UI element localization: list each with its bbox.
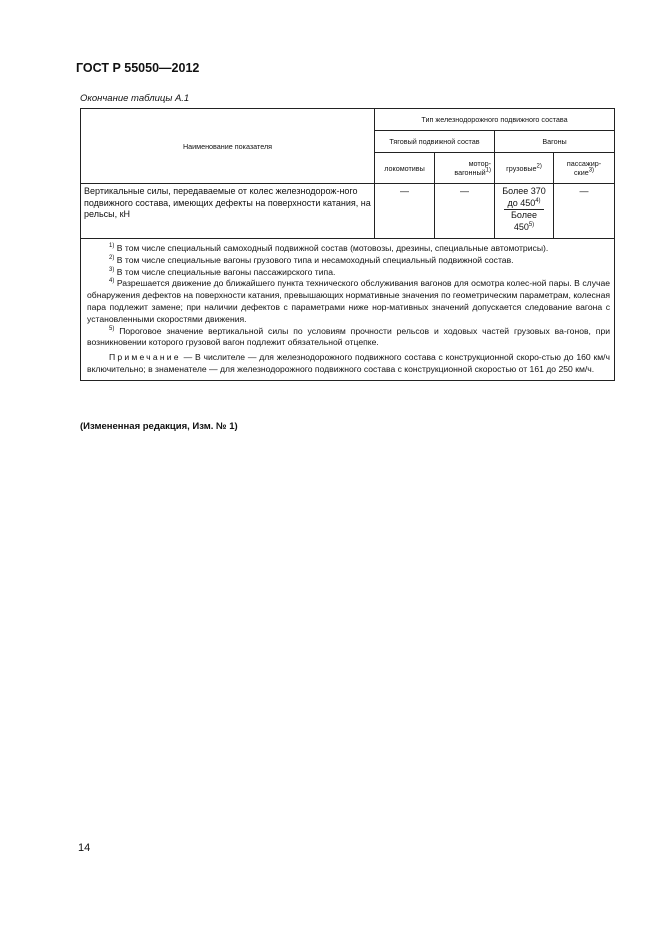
header-rolling-stock-type: Тип железнодорожного подвижного состава <box>375 109 615 131</box>
document-standard-header: ГОСТ Р 55050—2012 <box>76 61 200 75</box>
header-traction: Тяговый подвижной состав <box>375 131 495 153</box>
table-remark: Примечание — В числителе — для железнодорожного подвижного состава с конструкционной скоро-стью до 160 км/ч включительно; в знаменателе — для железнодорожного подвижного состава с конструкционной скоростью от 161 до 250 км/ч. <box>87 352 611 374</box>
data-table <box>80 108 615 381</box>
footnote: $^{1)}$ В том числе специальный самоходный подвижной состав (мотовозы, дрезины, специальные автомотрисы). <box>109 243 549 253</box>
edition-note: (Измененная редакция, Изм. № 1) <box>80 421 238 432</box>
footnote: $^{5)}$ Пороговое значение вертикальной силы по условиям прочности рельсов и ходовых частей грузовых ва-гонов, при возникновении которого грузовой вагон подлежит обязательной отцепке. <box>87 325 611 348</box>
footnote: $^{4)}$ Разрешается движение до ближайшего пункта технического обслуживания вагонов для осмотра колес-ной пары. В случае обнаружения дефектов на поверхности катания, превышающих нормативные значения по геометрическим параметрам, колесная пара подлежит замене; при наличии дефектов с параметрами ниже нор-мативных значений допускается следование вагона с установленными скоростями движения. <box>87 278 611 324</box>
footnote: $^{2)}$ В том числе специальные вагоны грузового типа и несамоходный специальный подвижной состав. <box>109 254 514 265</box>
value-locomotives: — <box>375 184 435 239</box>
header-passenger: пассажир- ские$^{3)}$ <box>554 153 615 184</box>
footnote: $^{3)}$ В том числе специальные вагоны пассажирского типа. <box>109 266 336 277</box>
table-container <box>80 108 614 381</box>
value-motor-wagons: — <box>435 184 495 239</box>
header-wagons: Вагоны <box>495 131 615 153</box>
header-indicator-name: Наименование показателя <box>81 109 375 184</box>
header-freight: грузовые$^{2)}$ <box>495 153 554 184</box>
value-freight: Более 370 до 450$^{4)}$ Более 450$^{5)}$ <box>495 184 554 239</box>
table-caption: Окончание таблицы А.1 <box>80 93 190 104</box>
value-passenger: — <box>554 184 615 239</box>
page-number: 14 <box>78 842 91 854</box>
footnotes-cell <box>81 239 615 381</box>
header-locomotives: локомотивы <box>375 153 435 184</box>
header-motor-wagons: мотор- вагонный$^{1)}$ <box>435 153 495 184</box>
row-indicator-name: Вертикальные силы, передаваемые от колес железнодорож-ного подвижного состава, имеющих дефекты на поверхности катания, на рельсы, кН <box>81 184 375 239</box>
